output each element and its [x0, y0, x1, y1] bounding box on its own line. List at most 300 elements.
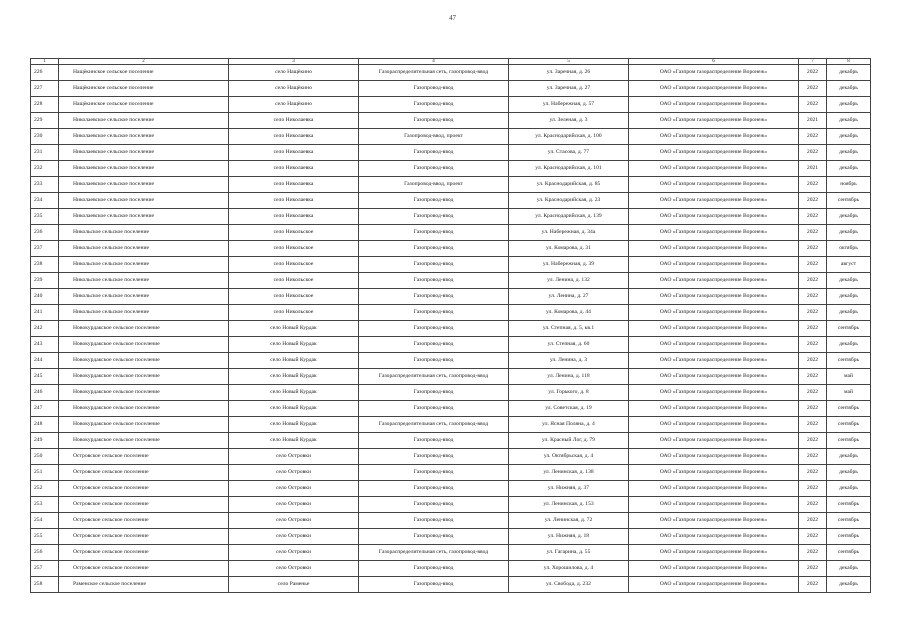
- cell-month: декабрь: [827, 577, 871, 593]
- cell-village: село Островки: [229, 497, 359, 513]
- cell-address: ул. Ленина, д. 132: [509, 273, 629, 289]
- cell-organization: ОАО «Газпром газораспределение Воронеж»: [629, 273, 799, 289]
- cell-village: село Новый Курдак: [229, 401, 359, 417]
- cell-year: 2022: [799, 225, 827, 241]
- cell-month: август: [827, 257, 871, 273]
- table-row: [31, 577, 871, 593]
- cell-object-type: Газопровод-ввод: [359, 81, 509, 97]
- cell-month: декабрь: [827, 129, 871, 145]
- cell-settlement: Никольское сельское поселение: [59, 273, 229, 289]
- cell-settlement: Новокурдакское сельское поселение: [59, 369, 229, 385]
- cell-object-type: Газопровод-ввод: [359, 193, 509, 209]
- cell-settlement: Нащёкинское сельское поселение: [59, 81, 229, 97]
- cell-organization: ОАО «Газпром газораспределение Воронеж»: [629, 449, 799, 465]
- cell-row-number: 235: [31, 209, 59, 225]
- cell-object-type: Газопровод-ввод: [359, 385, 509, 401]
- cell-row-number: 241: [31, 305, 59, 321]
- cell-organization: ОАО «Газпром газораспределение Воронеж»: [629, 545, 799, 561]
- cell-year: 2022: [799, 417, 827, 433]
- cell-organization: ОАО «Газпром газораспределение Воронеж»: [629, 321, 799, 337]
- cell-year: 2022: [799, 529, 827, 545]
- table-row: [31, 241, 871, 257]
- table-row: [31, 129, 871, 145]
- cell-year: 2022: [799, 577, 827, 593]
- cell-object-type: Газопровод-ввод: [359, 337, 509, 353]
- table-row: [31, 497, 871, 513]
- cell-village: село Никольское: [229, 305, 359, 321]
- table-row: [31, 145, 871, 161]
- cell-settlement: Никольское сельское поселение: [59, 305, 229, 321]
- cell-row-number: 251: [31, 465, 59, 481]
- cell-month: декабрь: [827, 209, 871, 225]
- cell-address: ул. Ясная Поляна, д. 4: [509, 417, 629, 433]
- cell-settlement: Никольское сельское поселение: [59, 225, 229, 241]
- cell-row-number: 250: [31, 449, 59, 465]
- cell-year: 2022: [799, 305, 827, 321]
- cell-organization: ОАО «Газпром газораспределение Воронеж»: [629, 433, 799, 449]
- cell-settlement: Островское сельское поселение: [59, 449, 229, 465]
- cell-object-type: Газопровод-ввод: [359, 321, 509, 337]
- cell-organization: ОАО «Газпром газораспределение Воронеж»: [629, 385, 799, 401]
- table-row: [31, 273, 871, 289]
- cell-village: село Никольское: [229, 257, 359, 273]
- cell-object-type: Газопровод-ввод: [359, 241, 509, 257]
- cell-month: сентябрь: [827, 529, 871, 545]
- cell-organization: ОАО «Газпром газораспределение Воронеж»: [629, 577, 799, 593]
- cell-object-type: Газопровод-ввод: [359, 465, 509, 481]
- cell-address: ул. Красный Лог, д. 79: [509, 433, 629, 449]
- cell-organization: ОАО «Газпром газораспределение Воронеж»: [629, 81, 799, 97]
- cell-organization: ОАО «Газпром газораспределение Воронеж»: [629, 225, 799, 241]
- cell-settlement: Николаевское сельское поселение: [59, 129, 229, 145]
- cell-month: декабрь: [827, 449, 871, 465]
- cell-village: село Николаевка: [229, 113, 359, 129]
- cell-month: сентябрь: [827, 417, 871, 433]
- cell-settlement: Островское сельское поселение: [59, 481, 229, 497]
- cell-year: 2022: [799, 385, 827, 401]
- cell-organization: ОАО «Газпром газораспределение Воронеж»: [629, 193, 799, 209]
- cell-year: 2022: [799, 193, 827, 209]
- cell-village: село Новый Курдак: [229, 321, 359, 337]
- cell-organization: ОАО «Газпром газораспределение Воронеж»: [629, 289, 799, 305]
- cell-year: 2022: [799, 241, 827, 257]
- cell-row-number: 227: [31, 81, 59, 97]
- cell-settlement: Николаевское сельское поселение: [59, 177, 229, 193]
- cell-month: декабрь: [827, 465, 871, 481]
- cell-month: декабрь: [827, 97, 871, 113]
- cell-year: 2022: [799, 481, 827, 497]
- cell-address: ул. Комарова, д. 31: [509, 241, 629, 257]
- table-row: [31, 449, 871, 465]
- cell-address: ул. Набережная, д. 34а: [509, 225, 629, 241]
- cell-village: село Раменье: [229, 577, 359, 593]
- cell-village: село Николаевка: [229, 193, 359, 209]
- cell-settlement: Новокурдакское сельское поселение: [59, 417, 229, 433]
- cell-address: ул. Советская, д. 19: [509, 401, 629, 417]
- table-row: [31, 177, 871, 193]
- cell-object-type: Газопровод-ввод: [359, 481, 509, 497]
- cell-year: 2022: [799, 369, 827, 385]
- cell-settlement: Островское сельское поселение: [59, 465, 229, 481]
- cell-object-type: Газопровод-ввод: [359, 529, 509, 545]
- cell-month: декабрь: [827, 161, 871, 177]
- cell-year: 2022: [799, 401, 827, 417]
- cell-settlement: Нащёкинское сельское поселение: [59, 97, 229, 113]
- cell-month: декабрь: [827, 145, 871, 161]
- column-header-5: 5: [509, 59, 629, 65]
- cell-address: ул. Горького, д. 8: [509, 385, 629, 401]
- table-row: [31, 161, 871, 177]
- cell-organization: ОАО «Газпром газораспределение Воронеж»: [629, 401, 799, 417]
- cell-address: ул. Ленина, д. 3: [509, 353, 629, 369]
- cell-month: декабрь: [827, 305, 871, 321]
- cell-month: сентябрь: [827, 321, 871, 337]
- table-row: [31, 369, 871, 385]
- cell-address: ул. Зеленая, д. 3: [509, 113, 629, 129]
- cell-month: сентябрь: [827, 193, 871, 209]
- cell-settlement: Николаевское сельское поселение: [59, 161, 229, 177]
- cell-object-type: Газопровод-ввод: [359, 353, 509, 369]
- cell-village: село Островки: [229, 465, 359, 481]
- cell-address: ул. Набережная, д. 39: [509, 257, 629, 273]
- table-row: [31, 545, 871, 561]
- cell-month: декабрь: [827, 81, 871, 97]
- table-row: [31, 385, 871, 401]
- cell-address: ул. Ленина, д. 118: [509, 369, 629, 385]
- cell-object-type: Газопровод-ввод: [359, 513, 509, 529]
- cell-year: 2022: [799, 337, 827, 353]
- cell-year: 2022: [799, 145, 827, 161]
- table-row: [31, 561, 871, 577]
- cell-month: сентябрь: [827, 545, 871, 561]
- cell-village: село Островки: [229, 529, 359, 545]
- table-row: [31, 481, 871, 497]
- cell-object-type: Газопровод-ввод: [359, 161, 509, 177]
- cell-year: 2022: [799, 129, 827, 145]
- cell-address: ул. Ленинская, д. 153: [509, 497, 629, 513]
- cell-year: 2022: [799, 321, 827, 337]
- cell-row-number: 257: [31, 561, 59, 577]
- cell-address: ул. Хорошилова, д. 4: [509, 561, 629, 577]
- table-row: [31, 417, 871, 433]
- cell-year: 2022: [799, 289, 827, 305]
- cell-organization: ОАО «Газпром газораспределение Воронеж»: [629, 353, 799, 369]
- cell-object-type: Газопровод-ввод: [359, 433, 509, 449]
- cell-row-number: 233: [31, 177, 59, 193]
- cell-year: 2022: [799, 97, 827, 113]
- table-row: [31, 289, 871, 305]
- cell-year: 2021: [799, 161, 827, 177]
- cell-settlement: Новокурдакское сельское поселение: [59, 353, 229, 369]
- cell-row-number: 245: [31, 369, 59, 385]
- cell-organization: ОАО «Газпром газораспределение Воронеж»: [629, 97, 799, 113]
- cell-settlement: Островское сельское поселение: [59, 513, 229, 529]
- cell-village: село Никольское: [229, 241, 359, 257]
- cell-row-number: 252: [31, 481, 59, 497]
- cell-address: ул. Краснодарийская, д. 139: [509, 209, 629, 225]
- cell-row-number: 243: [31, 337, 59, 353]
- cell-row-number: 242: [31, 321, 59, 337]
- cell-row-number: 228: [31, 97, 59, 113]
- cell-object-type: Газопровод-ввод: [359, 289, 509, 305]
- cell-row-number: 255: [31, 529, 59, 545]
- cell-village: село Островки: [229, 513, 359, 529]
- cell-village: село Николаевка: [229, 209, 359, 225]
- cell-address: ул. Комарова, д. 44: [509, 305, 629, 321]
- cell-address: ул. Заречная, д. 26: [509, 65, 629, 81]
- cell-month: сентябрь: [827, 353, 871, 369]
- cell-village: село Новый Курдак: [229, 369, 359, 385]
- cell-year: 2022: [799, 513, 827, 529]
- cell-row-number: 236: [31, 225, 59, 241]
- cell-organization: ОАО «Газпром газораспределение Воронеж»: [629, 65, 799, 81]
- column-header-3: 3: [229, 59, 359, 65]
- cell-village: село Никольское: [229, 225, 359, 241]
- cell-month: декабрь: [827, 273, 871, 289]
- cell-object-type: Газопровод-ввод, проект: [359, 129, 509, 145]
- cell-row-number: 238: [31, 257, 59, 273]
- cell-address: ул. Ленинская, д. 72: [509, 513, 629, 529]
- cell-address: ул. Набережная, д. 57: [509, 97, 629, 113]
- cell-village: село Нащёкино: [229, 81, 359, 97]
- cell-year: 2022: [799, 65, 827, 81]
- cell-year: 2022: [799, 177, 827, 193]
- cell-address: ул. Нижняя, д. 18: [509, 529, 629, 545]
- cell-row-number: 247: [31, 401, 59, 417]
- cell-row-number: 230: [31, 129, 59, 145]
- cell-object-type: Газопровод-ввод: [359, 449, 509, 465]
- cell-address: ул. Гагарина, д. 55: [509, 545, 629, 561]
- cell-month: декабрь: [827, 337, 871, 353]
- cell-row-number: 254: [31, 513, 59, 529]
- cell-address: ул. Ленина, д. 27: [509, 289, 629, 305]
- cell-village: село Никольское: [229, 289, 359, 305]
- cell-object-type: Газопровод-ввод: [359, 497, 509, 513]
- cell-year: 2022: [799, 433, 827, 449]
- cell-address: ул. Краснодарийская, д. 100: [509, 129, 629, 145]
- column-header-6: 6: [629, 59, 799, 65]
- cell-settlement: Никольское сельское поселение: [59, 241, 229, 257]
- cell-settlement: Раменское сельское поселение: [59, 577, 229, 593]
- cell-organization: ОАО «Газпром газораспределение Воронеж»: [629, 481, 799, 497]
- cell-settlement: Николаевское сельское поселение: [59, 113, 229, 129]
- cell-settlement: Николаевское сельское поселение: [59, 193, 229, 209]
- cell-object-type: Газопровод-ввод: [359, 257, 509, 273]
- table-row: [31, 529, 871, 545]
- cell-settlement: Никольское сельское поселение: [59, 257, 229, 273]
- cell-address: ул. Свобода, д. 232: [509, 577, 629, 593]
- cell-year: 2022: [799, 561, 827, 577]
- cell-organization: ОАО «Газпром газораспределение Воронеж»: [629, 177, 799, 193]
- cell-month: сентябрь: [827, 401, 871, 417]
- cell-object-type: Газопровод-ввод: [359, 97, 509, 113]
- table-row: [31, 225, 871, 241]
- cell-month: декабрь: [827, 481, 871, 497]
- cell-settlement: Новокурдакское сельское поселение: [59, 433, 229, 449]
- table-row: [31, 401, 871, 417]
- column-header-7: 7: [799, 59, 827, 65]
- cell-organization: ОАО «Газпром газораспределение Воронеж»: [629, 337, 799, 353]
- cell-organization: ОАО «Газпром газораспределение Воронеж»: [629, 561, 799, 577]
- table-row: [31, 305, 871, 321]
- cell-row-number: 237: [31, 241, 59, 257]
- cell-month: сентябрь: [827, 497, 871, 513]
- cell-row-number: 229: [31, 113, 59, 129]
- cell-row-number: 240: [31, 289, 59, 305]
- table-row: [31, 433, 871, 449]
- cell-village: село Нащёкино: [229, 97, 359, 113]
- table-row: [31, 353, 871, 369]
- cell-settlement: Нащёкинское сельское поселение: [59, 65, 229, 81]
- cell-village: село Нащёкино: [229, 65, 359, 81]
- cell-object-type: Газопровод-ввод: [359, 145, 509, 161]
- cell-settlement: Никольское сельское поселение: [59, 289, 229, 305]
- table-row: [31, 97, 871, 113]
- column-header-2: 2: [59, 59, 229, 65]
- cell-address: ул. Краснодарийская, д. 101: [509, 161, 629, 177]
- cell-month: ноябрь: [827, 177, 871, 193]
- cell-village: село Островки: [229, 481, 359, 497]
- cell-object-type: Газораспределительная сеть, газопровод-ввод: [359, 417, 509, 433]
- cell-object-type: Газопровод-ввод: [359, 113, 509, 129]
- gasification-table: [30, 58, 871, 593]
- cell-object-type: Газопровод-ввод: [359, 209, 509, 225]
- cell-village: село Николаевка: [229, 129, 359, 145]
- cell-year: 2022: [799, 353, 827, 369]
- cell-object-type: Газопровод-ввод: [359, 305, 509, 321]
- cell-year: 2022: [799, 209, 827, 225]
- cell-row-number: 253: [31, 497, 59, 513]
- cell-address: ул. Октябрьская, д. 4: [509, 449, 629, 465]
- cell-organization: ОАО «Газпром газораспределение Воронеж»: [629, 497, 799, 513]
- table-row: [31, 209, 871, 225]
- cell-year: 2022: [799, 449, 827, 465]
- cell-settlement: Новокурдакское сельское поселение: [59, 321, 229, 337]
- cell-month: сентябрь: [827, 513, 871, 529]
- cell-organization: ОАО «Газпром газораспределение Воронеж»: [629, 257, 799, 273]
- column-header-4: 4: [359, 59, 509, 65]
- cell-address: ул. Нижняя, д. 37: [509, 481, 629, 497]
- table-row: [31, 465, 871, 481]
- cell-row-number: 226: [31, 65, 59, 81]
- cell-village: село Островки: [229, 449, 359, 465]
- cell-organization: ОАО «Газпром газораспределение Воронеж»: [629, 417, 799, 433]
- table-row: [31, 193, 871, 209]
- cell-year: 2022: [799, 273, 827, 289]
- cell-row-number: 231: [31, 145, 59, 161]
- cell-village: село Новый Курдак: [229, 385, 359, 401]
- table-row: [31, 65, 871, 81]
- column-header-1: 1: [31, 59, 59, 65]
- cell-settlement: Островское сельское поселение: [59, 529, 229, 545]
- cell-year: 2022: [799, 545, 827, 561]
- cell-village: село Островки: [229, 545, 359, 561]
- cell-row-number: 249: [31, 433, 59, 449]
- cell-object-type: Газораспределительная сеть, газопровод-ввод: [359, 545, 509, 561]
- cell-organization: ОАО «Газпром газораспределение Воронеж»: [629, 209, 799, 225]
- cell-settlement: Островское сельское поселение: [59, 561, 229, 577]
- cell-month: сентябрь: [827, 433, 871, 449]
- cell-object-type: Газораспределительная сеть, газопровод-ввод: [359, 65, 509, 81]
- cell-village: село Новый Курдак: [229, 337, 359, 353]
- cell-month: декабрь: [827, 113, 871, 129]
- table-row: [31, 257, 871, 273]
- cell-organization: ОАО «Газпром газораспределение Воронеж»: [629, 465, 799, 481]
- cell-village: село Николаевка: [229, 145, 359, 161]
- cell-village: село Новый Курдак: [229, 417, 359, 433]
- cell-settlement: Новокурдакское сельское поселение: [59, 337, 229, 353]
- cell-village: село Новый Курдак: [229, 433, 359, 449]
- cell-organization: ОАО «Газпром газораспределение Воронеж»: [629, 305, 799, 321]
- cell-object-type: Газопровод-ввод: [359, 225, 509, 241]
- cell-organization: ОАО «Газпром газораспределение Воронеж»: [629, 369, 799, 385]
- cell-organization: ОАО «Газпром газораспределение Воронеж»: [629, 113, 799, 129]
- cell-year: 2022: [799, 81, 827, 97]
- cell-month: май: [827, 385, 871, 401]
- cell-month: декабрь: [827, 289, 871, 305]
- cell-village: село Островки: [229, 561, 359, 577]
- cell-row-number: 244: [31, 353, 59, 369]
- cell-settlement: Николаевское сельское поселение: [59, 209, 229, 225]
- cell-address: ул. Заречная, д. 27: [509, 81, 629, 97]
- table-row: [31, 321, 871, 337]
- table-row: [31, 513, 871, 529]
- cell-village: село Николаевка: [229, 177, 359, 193]
- cell-row-number: 248: [31, 417, 59, 433]
- cell-year: 2022: [799, 465, 827, 481]
- cell-organization: ОАО «Газпром газораспределение Воронеж»: [629, 529, 799, 545]
- cell-year: 2021: [799, 113, 827, 129]
- cell-year: 2022: [799, 497, 827, 513]
- cell-month: декабрь: [827, 225, 871, 241]
- cell-row-number: 234: [31, 193, 59, 209]
- cell-address: ул. Стасова, д. 77: [509, 145, 629, 161]
- table-row: [31, 81, 871, 97]
- cell-settlement: Новокурдакское сельское поселение: [59, 385, 229, 401]
- cell-address: ул. Степная, д. 60: [509, 337, 629, 353]
- cell-village: село Новый Курдак: [229, 353, 359, 369]
- cell-settlement: Николаевское сельское поселение: [59, 145, 229, 161]
- cell-month: декабрь: [827, 561, 871, 577]
- cell-village: село Николаевка: [229, 161, 359, 177]
- cell-month: октябрь: [827, 241, 871, 257]
- cell-village: село Никольское: [229, 273, 359, 289]
- cell-month: май: [827, 369, 871, 385]
- cell-object-type: Газопровод-ввод: [359, 577, 509, 593]
- cell-row-number: 246: [31, 385, 59, 401]
- cell-row-number: 232: [31, 161, 59, 177]
- cell-object-type: Газопровод-ввод, проект: [359, 177, 509, 193]
- table-row: [31, 337, 871, 353]
- cell-object-type: Газопровод-ввод: [359, 273, 509, 289]
- cell-settlement: Островское сельское поселение: [59, 497, 229, 513]
- cell-organization: ОАО «Газпром газораспределение Воронеж»: [629, 161, 799, 177]
- cell-organization: ОАО «Газпром газораспределение Воронеж»: [629, 513, 799, 529]
- cell-settlement: Островское сельское поселение: [59, 545, 229, 561]
- cell-row-number: 256: [31, 545, 59, 561]
- column-header-8: 8: [827, 59, 871, 65]
- cell-organization: ОАО «Газпром газораспределение Воронеж»: [629, 241, 799, 257]
- cell-settlement: Новокурдакское сельское поселение: [59, 401, 229, 417]
- cell-object-type: Газопровод-ввод: [359, 401, 509, 417]
- table-row: [31, 113, 871, 129]
- cell-year: 2022: [799, 257, 827, 273]
- cell-month: декабрь: [827, 65, 871, 81]
- cell-address: ул. Степная, д. 5, кв.1: [509, 321, 629, 337]
- cell-row-number: 258: [31, 577, 59, 593]
- cell-row-number: 239: [31, 273, 59, 289]
- cell-address: ул. Краснодарийская, д. 23: [509, 193, 629, 209]
